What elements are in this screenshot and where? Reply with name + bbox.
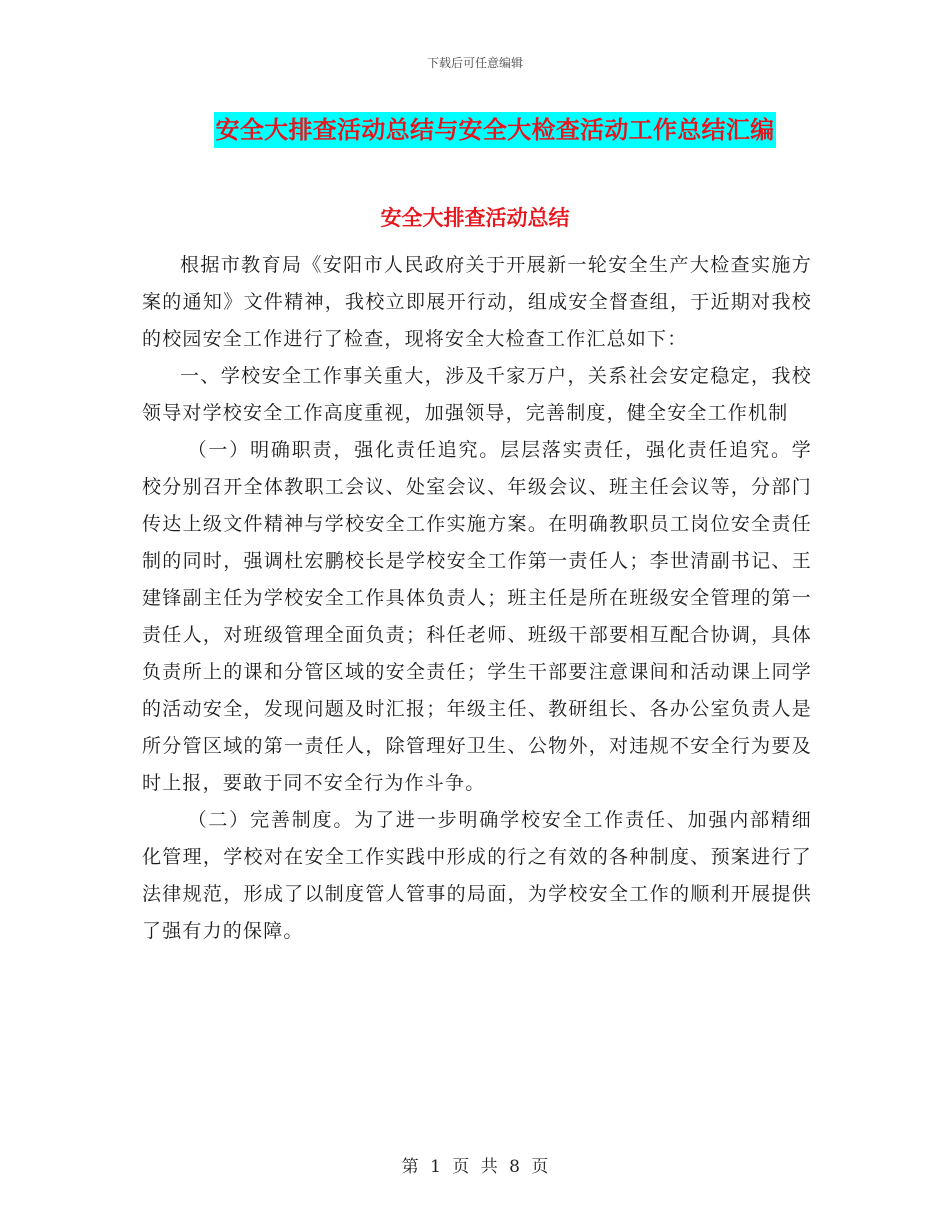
paragraph-responsibility: （一）明确职责，强化责任追究。层层落实责任，强化责任追究。学校分别召开全体教职工会议、处室会议、年级会议、班主任会议等，分部门传达上级文件精神与学校安全工作实施方案。在明确教职员工岗位安全责任制的同时，强调杜宏鹏校长是学校安全工作第一责任人；李世清副书记、王建锋副主任为学校安全工作具体负责人；班主任是所在班级安全管理的第一责任人，对班级管理全面负责；科任老师、班级干部要相互配合协调，具体负责所上的课和分管区域的安全责任；学生干部要注意课间和活动课上同学的活动安全，发现问题及时汇报；年级主任、教研组长、各办公室负责人是所分管区域的第一责任人，除管理好卫生、公物外，对违规不安全行为要及时上报，要敢于同不安全行为作斗争。	[142, 439, 812, 794]
paragraph-intro: 根据市教育局《安阳市人民政府关于开展新一轮安全生产大检查实施方案的通知》文件精神，我校立即展开行动，组成安全督查组，于近期对我校的校园安全工作进行了检查，现将安全大检查工作汇总如下：	[142, 254, 812, 350]
page-number: 第 1 页 共 8 页	[401, 1157, 549, 1177]
document-body	[142, 247, 812, 950]
paragraph-system: （二）完善制度。为了进一步明确学校安全工作责任、加强内部精细化管理，学校对在安全工作实践中形成的行之有效的各种制度、预案进行了法律规范，形成了以制度管人管事的局面，为学校安全工作的顺利开展提供了强有力的保障。	[142, 809, 812, 942]
main-title-container	[0, 112, 950, 148]
document-title: 安全大排查活动总结与安全大检查活动工作总结汇编	[214, 112, 777, 148]
paragraph-section-one: 一、学校安全工作事关重大，涉及千家万户，关系社会安定稳定，我校领导对学校安全工作高度重视，加强领导，完善制度，健全安全工作机制	[142, 365, 812, 424]
section-title: 安全大排查活动总结	[380, 206, 570, 230]
page-header-note: 下载后可任意编辑	[426, 56, 523, 70]
